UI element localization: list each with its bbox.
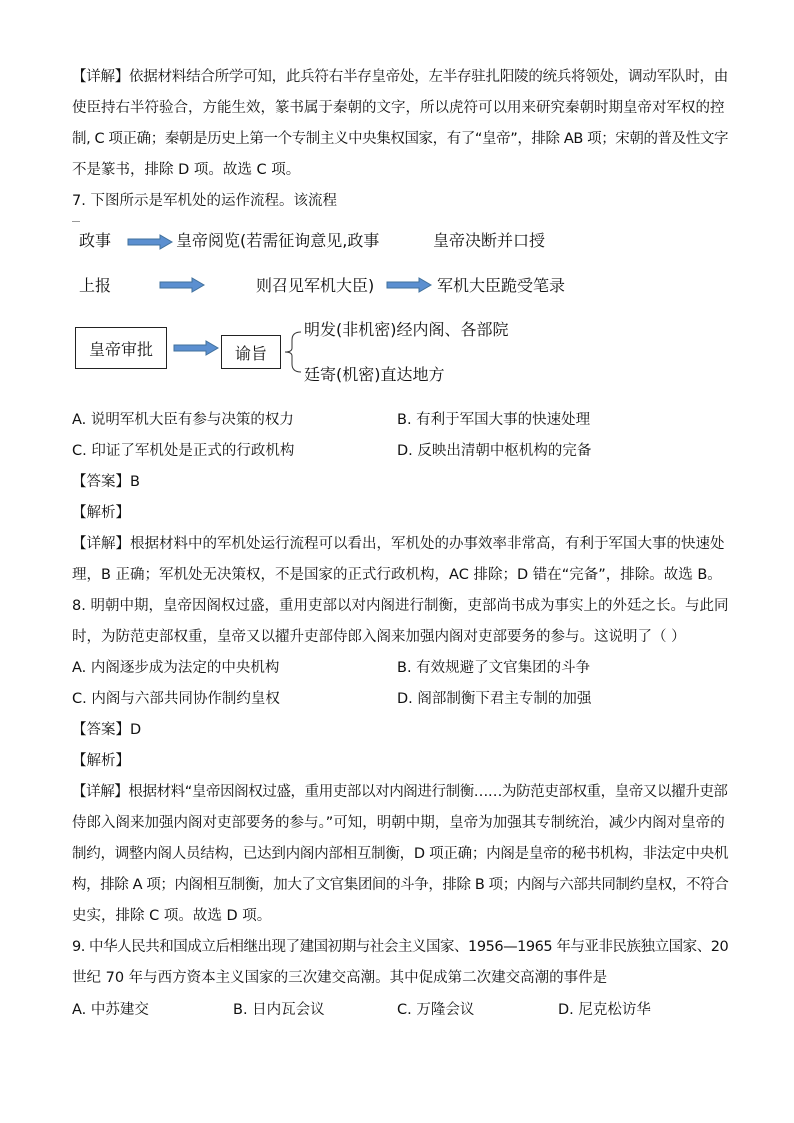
flow-node-ministers-record: 军机大臣跪受笔录 <box>437 276 566 295</box>
q6-detail-line-2: 使臣持右半符验合，方能生效，篆书属于秦朝的文字，所以虎符可以用来研究秦朝时期皇帝对军权的控 <box>72 100 725 116</box>
arrow-icon <box>160 278 204 292</box>
q7-detail-line-2: 理，B 正确；军机处无决策权，不是国家的正式行政机构，AC 排除；D 错在“完备”，排除。故选 B。 <box>72 567 722 583</box>
q8-detail-line-5: 史实，排除 C 项。故选 D 项。 <box>72 908 272 924</box>
flow-node-emperor-decision: 皇帝决断并口授 <box>433 231 546 250</box>
arrow-icon <box>387 278 431 292</box>
q6-detail-line-4: 不是篆书，排除 D 项。故选 C 项。 <box>72 162 301 178</box>
q8-option-c: C. 内阁与六部共同协作制约皇权 <box>72 691 280 707</box>
flow-branch-secret: 廷寄(机密)直达地方 <box>304 365 445 384</box>
q8-stem-line-2: 时，为防范吏部权重，皇帝又以擢升吏部侍郎入阁来加强内阁对吏部要务的参与。这说明了（ ） <box>72 629 686 645</box>
flow-box-label: 谕旨 <box>234 343 267 363</box>
flow-box-label: 皇帝审批 <box>88 339 153 359</box>
flow-node-emperor-review: 皇帝阅览(若需征询意见,政事 <box>176 231 380 250</box>
q7-option-b: B. 有利于军国大事的快速处理 <box>397 412 591 428</box>
flow-node-zhengshi: 政事 <box>79 231 112 250</box>
q7-stem: 7. 下图所示是军机处的运作流程。该流程 <box>72 193 337 209</box>
q8-detail-line-1: 【详解】根据材料“皇帝因阁权过盛，重用吏部以对内阁进行制衡……为防范吏部权重，皇帝又以擢升吏部 <box>72 784 728 800</box>
q9-option-c: C. 万隆会议 <box>397 1002 475 1018</box>
arrow-icon <box>174 341 218 355</box>
q7-option-d: D. 反映出清朝中枢机构的完备 <box>397 443 592 459</box>
arrow-icon <box>128 235 172 249</box>
q9-option-a: A. 中苏建交 <box>72 1002 149 1018</box>
q8-option-a: A. 内阁逐步成为法定的中央机构 <box>72 660 280 676</box>
q6-detail-line-3: 制, C 项正确；秦朝是历史上第一个专制主义中央集权国家，有了“皇帝”，排除 AB 项；宋朝的普及性文字 <box>72 131 729 147</box>
q8-detail-line-4: 构，排除 A 项；内阁相互制衡，加大了文官集团间的斗争，排除 B 项；内阁与六部共同制约皇权，不符合 <box>72 877 729 893</box>
q7-option-a: A. 说明军机大臣有参与决策的权力 <box>72 412 294 428</box>
q9-option-b: B. 日内瓦会议 <box>233 1002 325 1018</box>
flow-node-shangbao: 上报 <box>79 276 112 295</box>
flow-box-emperor-approval <box>75 327 167 369</box>
q8-stem-line-1: 8. 明朝中期，皇帝因阁权过盛，重用吏部以对内阁进行制衡，吏部尚书成为事实上的外廷之长。与此同 <box>72 598 729 614</box>
q7-detail-line-1: 【详解】根据材料中的军机处运行流程可以看出，军机处的办事效率非常高，有利于军国大事的快速处 <box>72 536 725 552</box>
q9-stem-line-2: 世纪 70 年与西方资本主义国家的三次建交高潮。其中促成第二次建交高潮的事件是 <box>72 970 608 986</box>
q8-option-d: D. 阁部制衡下君主专制的加强 <box>397 691 592 707</box>
stray-mark <box>72 221 80 222</box>
q7-analysis-heading: 【解析】 <box>72 505 130 521</box>
q9-option-d: D. 尼克松访华 <box>558 1002 651 1018</box>
flow-node-summon-ministers: 则召见军机大臣) <box>256 276 375 295</box>
q7-option-c: C. 印证了军机处是正式的行政机构 <box>72 443 295 459</box>
flow-branch-public: 明发(非机密)经内阁、各部院 <box>304 320 509 339</box>
q8-option-b: B. 有效规避了文官集团的斗争 <box>397 660 591 676</box>
q7-answer: 【答案】B <box>72 474 140 490</box>
q8-detail-line-2: 侍郎入阁来加强内阁对吏部要务的参与。”可知，明朝中期，皇帝为加强其专制统治，减少内阁对皇帝的 <box>72 815 725 831</box>
flow-box-edict <box>221 335 281 369</box>
q8-detail-line-3: 制约，调整内阁人员结构，已达到内阁内部相互制衡，D 项正确；内阁是皇帝的秘书机构，非法定中央机 <box>72 846 729 862</box>
q8-analysis-heading: 【解析】 <box>72 753 130 769</box>
q6-detail-line-1: 【详解】依据材料结合所学可知，此兵符右半存皇帝处，左半存驻扎阳陵的统兵将领处，调动军队时，由 <box>72 69 728 85</box>
brace-icon <box>283 330 303 374</box>
q9-stem-line-1: 9. 中华人民共和国成立后相继出现了建国初期与社会主义国家、1956—1965 年与亚非民族独立国家、20 <box>72 939 729 955</box>
q8-answer: 【答案】D <box>72 722 142 738</box>
